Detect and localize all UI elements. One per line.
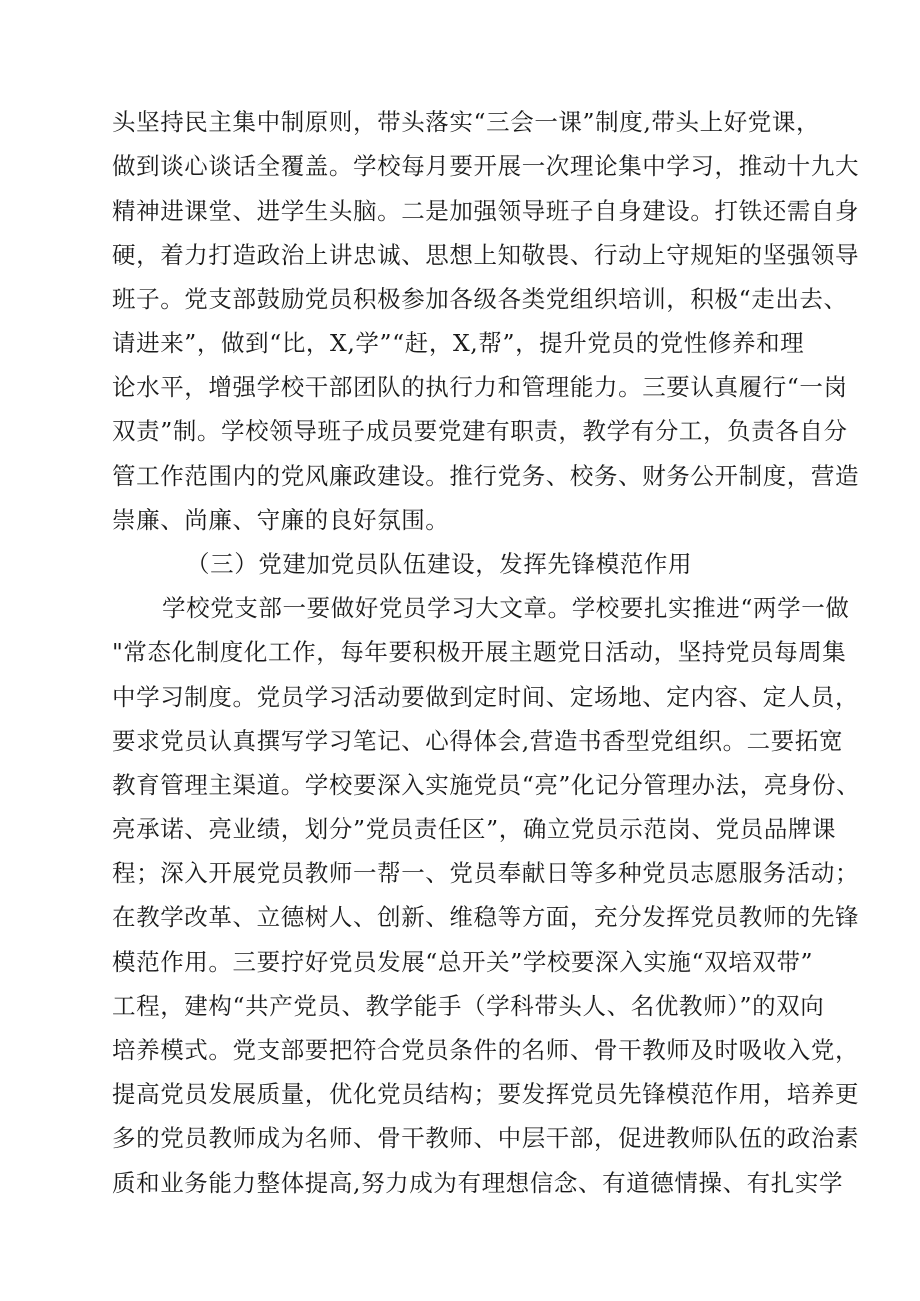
text-line: 在教学改革、立德树人、创新、维稳等方面，充分发挥党员教师的先锋 bbox=[112, 903, 860, 931]
text-line: 培养模式。党支部要把符合党员条件的名师、骨干教师及时吸收入党， bbox=[112, 1036, 860, 1064]
text-line: 做到谈心谈话全覆盖。学校每月要开展一次理论集中学习，推动十九大 bbox=[112, 152, 860, 180]
paragraph-first-line: 学校党支部一要做好党员学习大文章。学校要扎实推进“两学一做 bbox=[162, 594, 850, 622]
text-line: 要求党员认真撰写学习笔记、心得体会,营造书香型党组织。二要拓宽 bbox=[112, 727, 844, 755]
text-line: 工程，建构“共产党员、教学能手（学科带头人、名优教师）”的双向 bbox=[112, 992, 825, 1020]
text-line: 模范作用。三要拧好党员发展“总开关”学校要深入实施“双培双带” bbox=[112, 948, 814, 976]
text-line: 质和业务能力整体提高,努力成为有理想信念、有道德情操、有扎实学 bbox=[112, 1169, 844, 1197]
text-line: 多的党员教师成为名师、骨干教师、中层干部，促进教师队伍的政治素 bbox=[112, 1124, 860, 1152]
text-line: 双责”制。学校领导班子成员要党建有职责，教学有分工，负责各自分 bbox=[112, 417, 848, 445]
text-line: 头坚持民主集中制原则，带头落实“三会一课”制度,带头上好党课， bbox=[112, 108, 821, 136]
text-line: 提高党员发展质量，优化党员结构；要发挥党员先锋模范作用，培养更 bbox=[112, 1080, 860, 1108]
text-line: 精神进课堂、进学生头脑。二是加强领导班子自身建设。打铁还需自身 bbox=[112, 197, 860, 225]
text-line: 硬，着力打造政治上讲忠诚、思想上知敬畏、行动上守规矩的坚强领导 bbox=[112, 241, 860, 269]
text-line: 崇廉、尚廉、守廉的良好氛围。 bbox=[112, 506, 450, 534]
text-line: 程；深入开展党员教师一帮一、党员奉献日等多种党员志愿服务活动； bbox=[112, 859, 860, 887]
text-line: 请进来”，做到“比，X,学”“赶，X,帮”，提升党员的党性修养和理 bbox=[112, 329, 805, 357]
text-line: 论水平，增强学校干部团队的执行力和管理能力。三要认真履行“一岗 bbox=[112, 373, 848, 401]
text-line: 教育管理主渠道。学校要深入实施党员“亮”化记分管理办法，亮身份、 bbox=[112, 771, 861, 799]
text-line: "常态化制度化工作，每年要积极开展主题党日活动，坚持党员每周集 bbox=[112, 638, 847, 666]
text-line: 亮承诺、亮业绩，划分”党员责任区”，确立党员示范岗、党员品牌课 bbox=[112, 815, 837, 843]
text-line: 管工作范围内的党风廉政建设。推行党务、校务、财务公开制度，营造 bbox=[112, 462, 860, 490]
text-line: 中学习制度。党员学习活动要做到定时间、定场地、定内容、定人员， bbox=[112, 683, 860, 711]
section-heading: （三）党建加党员队伍建设，发挥先锋模范作用 bbox=[186, 550, 693, 578]
text-line: 班子。党支部鼓励党员积极参加各级各类党组织培训，积极“走出去、 bbox=[112, 285, 848, 313]
